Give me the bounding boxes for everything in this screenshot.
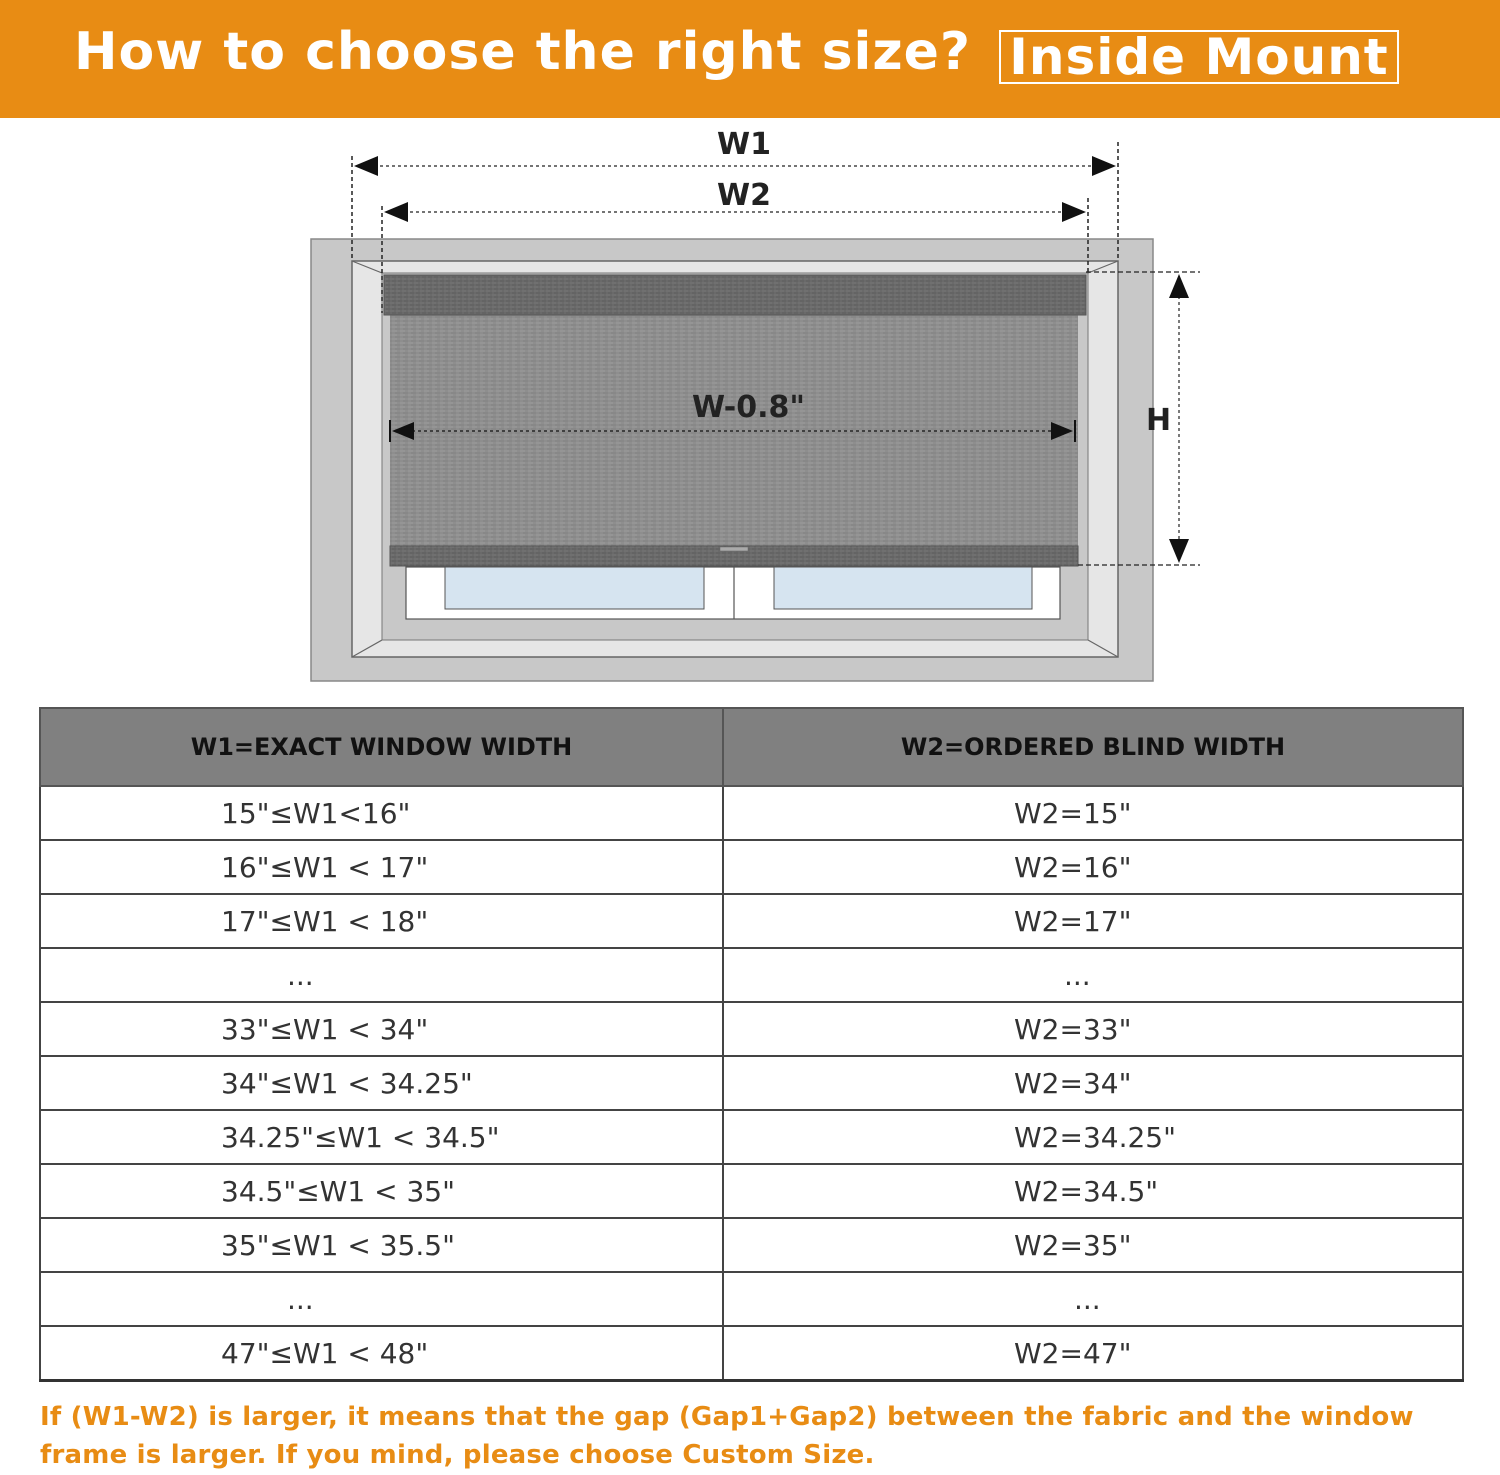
window-width-range: 34"≤W1 < 34.25" [40, 1056, 723, 1110]
w1-arrow-right [1092, 156, 1116, 176]
window-width-range: 47"≤W1 < 48" [40, 1326, 723, 1381]
window-width-range: 35"≤W1 < 35.5" [40, 1218, 723, 1272]
window-measure-diagram [0, 118, 1500, 708]
size-chart-table [39, 707, 1464, 1382]
window-width-range: 34.5"≤W1 < 35" [40, 1164, 723, 1218]
gap-footnote: If (W1-W2) is larger, it means that the gap (Gap1+Gap2) between the fabric and the window frame is larger. If you mind, please choose Custom Size. [40, 1402, 1414, 1470]
table-row [40, 840, 1463, 894]
blind-width-value: W2=35" [723, 1218, 1463, 1272]
table-row [40, 1056, 1463, 1110]
table-row [40, 1110, 1463, 1164]
blind-width-value: W2=47" [723, 1326, 1463, 1381]
header-banner [0, 0, 1500, 118]
w2-arrow-left [384, 202, 408, 222]
w1-label: W1 [717, 127, 771, 162]
blind-width-value: W2=34" [723, 1056, 1463, 1110]
blind-width-value: W2=16" [723, 840, 1463, 894]
table-row [40, 1002, 1463, 1056]
w2-arrow-right [1062, 202, 1086, 222]
table-row [40, 1218, 1463, 1272]
table-row [40, 1326, 1463, 1381]
w2-label: W2 [717, 178, 771, 213]
blind-width-ellipsis: ... [723, 1272, 1463, 1326]
table-row [40, 948, 1463, 1002]
blind-width-value: W2=34.25" [723, 1110, 1463, 1164]
blind-width-value: W2=17" [723, 894, 1463, 948]
blind-width-value: W2=34.5" [723, 1164, 1463, 1218]
window-glass-left [445, 567, 704, 609]
page-title: How to choose the right size? [74, 22, 972, 82]
table-row [40, 1272, 1463, 1326]
window-width-ellipsis: ... [40, 948, 723, 1002]
window-width-range: 17"≤W1 < 18" [40, 894, 723, 948]
pull-tab [720, 547, 748, 551]
table-row [40, 894, 1463, 948]
window-width-range: 15"≤W1<16" [40, 786, 723, 840]
blind-width-value: W2=15" [723, 786, 1463, 840]
blind-width-ellipsis: ... [723, 948, 1463, 1002]
blind-width-value: W2=33" [723, 1002, 1463, 1056]
w1-arrow-left [354, 156, 378, 176]
height-label: H [1146, 403, 1172, 438]
table-row [40, 786, 1463, 840]
window-width-range: 34.25"≤W1 < 34.5" [40, 1110, 723, 1164]
window-width-range: 33"≤W1 < 34" [40, 1002, 723, 1056]
window-glass-right [774, 567, 1032, 609]
header-ordered-blind-width: W2=ORDERED BLIND WIDTH [723, 708, 1463, 786]
fabric-width-label: W-0.8" [692, 390, 805, 425]
mount-type-badge: Inside Mount [999, 30, 1399, 84]
header-exact-window-width: W1=EXACT WINDOW WIDTH [40, 708, 723, 786]
blind-fabric [390, 308, 1078, 548]
table-header-row [40, 708, 1463, 786]
window-width-ellipsis: ... [40, 1272, 723, 1326]
blind-headrail [384, 275, 1086, 315]
window-width-range: 16"≤W1 < 17" [40, 840, 723, 894]
table-row [40, 1164, 1463, 1218]
